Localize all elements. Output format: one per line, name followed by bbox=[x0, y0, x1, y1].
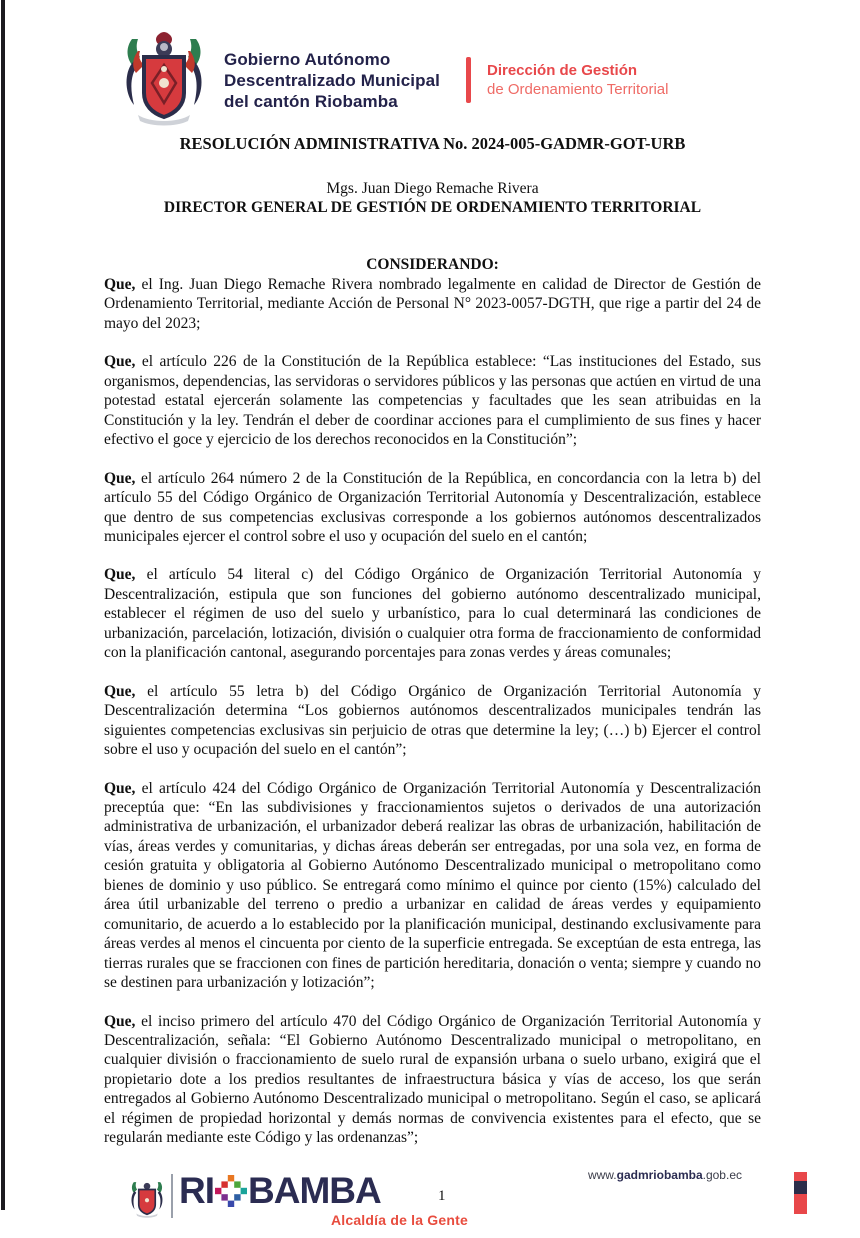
paragraph-6 bbox=[104, 779, 761, 993]
footer-logo-part1: RI bbox=[179, 1170, 214, 1211]
paragraph-lead: Que, bbox=[104, 779, 136, 797]
website-domain: gadmriobamba bbox=[616, 1168, 703, 1182]
footer-logo-tagline: Alcaldía de la Gente bbox=[330, 1212, 468, 1228]
diamond-icon bbox=[215, 1175, 247, 1207]
paragraph-text: el artículo 226 de la Constitución de la República establece: “Las instituciones del Estado, sus organismos, dependencias, las servidoras o servidores públicos y las personas que actúen en virtud de una potestad estatal ejercerán solamente las competencias y facultades que les sean atribuidas en la Constitución y la ley. Tendrán el deber de coordinar acciones para el cumplimiento de sus fines y hacer efectivo el goce y ejercicio de los derechos reconocidos en la Constitución”; bbox=[104, 353, 761, 449]
paragraph-lead: Que, bbox=[104, 682, 136, 700]
paragraph-text: el Ing. Juan Diego Remache Rivera nombrado legalmente en calidad de Director de Gestión de Ordenamiento Territorial, mediante Acción de Personal N° 2023-0057-DGTH, que rige a partir del 24 de mayo del 2023; bbox=[104, 276, 762, 332]
paragraph-lead: Que, bbox=[104, 353, 136, 371]
paragraph-lead: Que, bbox=[104, 276, 136, 293]
paragraph-1 bbox=[104, 275, 761, 333]
footer-logo-part2: BAMBA bbox=[248, 1170, 381, 1211]
dept-name-line1: Dirección de Gestión bbox=[487, 62, 638, 79]
dept-name-line2: de Ordenamiento Territorial bbox=[487, 81, 669, 98]
paragraph-lead: Que, bbox=[104, 469, 136, 487]
riobamba-crest-icon bbox=[118, 31, 210, 129]
paragraph-5 bbox=[104, 682, 761, 760]
riobamba-crest-small-icon bbox=[128, 1168, 166, 1230]
footer-logo-text bbox=[179, 1172, 381, 1209]
dept-divider-bar bbox=[466, 57, 471, 103]
paragraph-lead: Que, bbox=[104, 566, 136, 584]
paragraph-7 bbox=[104, 1012, 761, 1148]
considerando-paragraphs bbox=[104, 275, 761, 1148]
footer-accent-bar bbox=[794, 1172, 807, 1214]
resolution-title: RESOLUCIÓN ADMINISTRATIVA No. 2024-005-GADMR-GOT-URB bbox=[179, 134, 686, 153]
paragraph-text: el artículo 55 letra b) del Código Orgánico de Organización Territorial Autonomía y Descentralización determina “Los gobiernos autónomos descentralizados municipales tendrán las siguientes competencias exclusivas sin perjuicio de otras que determine la ley; (…) b) Ejercer el control sobre el uso y ocupación del suelo en el cantón”; bbox=[104, 682, 761, 759]
paragraph-3 bbox=[104, 469, 761, 547]
page-number: 1 bbox=[438, 1188, 446, 1204]
org-name-line3: del cantón Riobamba bbox=[224, 91, 398, 111]
paragraph-4 bbox=[104, 565, 761, 662]
paragraph-text: el artículo 264 número 2 de la Constitución de la República, en concordancia con la letra b) del artículo 55 del Código Orgánico de Organización Territorial Autonomía y Descentralización, establece que dentro de sus competencias exclusivas corresponde a los gobiernos autónomos descentralizados municipales ejercer el control sobre el uso y ocupación del suelo en el cantón; bbox=[104, 469, 762, 545]
footer-accent-bar-block bbox=[794, 1181, 807, 1194]
document-body bbox=[104, 134, 761, 1167]
section-heading: CONSIDERANDO: bbox=[366, 256, 499, 273]
org-name-line1: Gobierno Autónomo bbox=[224, 49, 391, 69]
website-suffix: .gob.ec bbox=[702, 1168, 742, 1182]
website-prefix: www. bbox=[587, 1168, 617, 1182]
paragraph-text: el artículo 54 literal c) del Código Orgánico de Organización Territorial Autonomía y Descentralización, estipula que son funciones del gobierno autónomo descentralizado municipal, establecer el régimen de uso del suelo y urbanístico, para lo cual determinará las condiciones de urbanización, parcelación, lotización, división o cualquier otra forma de fraccionamiento de conformidad con la planificación cantonal, asegurando porcentajes para zonas verdes y áreas comunales; bbox=[104, 566, 762, 662]
footer-website bbox=[588, 1168, 742, 1182]
org-name bbox=[224, 49, 440, 112]
dept-name bbox=[487, 61, 668, 99]
org-name-line2: Descentralizado Municipal bbox=[224, 70, 440, 90]
paragraph-text: el inciso primero del artículo 470 del Código Orgánico de Organización Territorial Autonomía y Descentralización, señala: “El Gobierno Autónomo Descentralizado municipal o metropolitano, en cualquier división o fraccionamiento de suelo rural de expansión urbana o suelo urbano, exigirá que el propietario dote a los predios resultantes de infraestructura básica y vías de acceso, los que serán entregados al Gobierno Autónomo Descentralizado municipal o metropolitano. Según el caso, se aplicará el régimen de propiedad horizontal y demás normas de convivencia existentes para el efecto, que se regularán mediante este Código y las ordenanzas”; bbox=[104, 1012, 762, 1147]
footer-logo-divider bbox=[171, 1174, 173, 1218]
signatory-role: DIRECTOR GENERAL DE GESTIÓN DE ORDENAMIENTO TERRITORIAL bbox=[163, 199, 702, 216]
signatory-name: Mgs. Juan Diego Remache Rivera bbox=[326, 180, 539, 197]
paragraph-lead: Que, bbox=[104, 1012, 136, 1030]
paragraph-text: el artículo 424 del Código Orgánico de Organización Territorial Autonomía y Descentralización preceptúa que: “En las subdivisiones y fraccionamientos sujetos o derivados de una autorización administrativa de urbanización, el urbanizador deberá realizar las obras de urbanización, habilitación de vías, áreas verdes y comunitarias, y dichas áreas deberán ser entregadas, por una sola vez, en forma de cesión gratuita y obligatoria al Gobierno Autónomo Descentralizado municipal o metropolitano como bienes de dominio y uso público. Se entregará como mínimo el quince por ciento (15%) calculado del área útil urbanizable del terreno o predio a urbanizar en calidad de áreas verdes y equipamiento comunitario, de acuerdo a lo establecido por la planificación municipal, destinando exclusivamente para áreas verdes al menos el cincuenta por ciento de la superficie entregada. Se exceptúan de esta entrega, las tierras rurales que se fraccionen con fines de partición hereditaria, donación o venta; siempre y cuando no se destinen para urbanización y lotización”; bbox=[104, 779, 761, 992]
paragraph-2 bbox=[104, 352, 761, 449]
scan-edge-line bbox=[1, 0, 5, 1210]
riobamba-footer-logo bbox=[128, 1166, 468, 1232]
letterhead bbox=[118, 30, 758, 130]
